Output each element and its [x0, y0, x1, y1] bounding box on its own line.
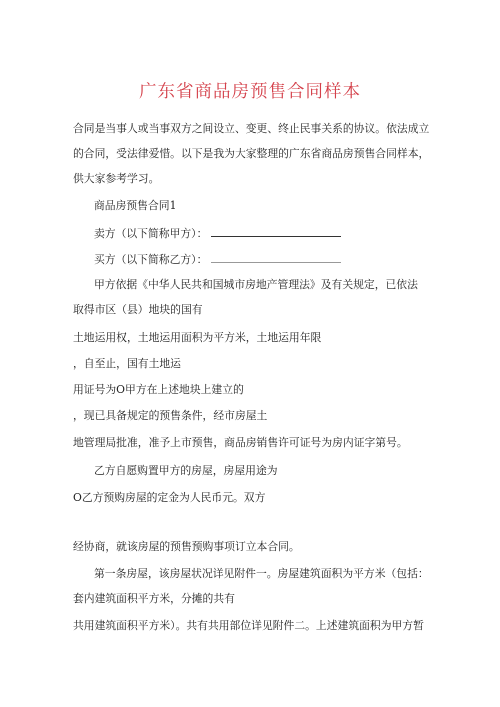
paragraph-line: 套内建筑面积平方米，分摊的共有: [73, 592, 235, 605]
paragraph-line: ，现已具备规定的预售条件，经市房屋土: [73, 409, 268, 422]
paragraph-line: 土地运用权，土地运用面积为平方米，土地运用年限: [73, 331, 322, 344]
paragraph-line: 取得市区（县）地块的国有: [73, 303, 203, 316]
seller-blank: [211, 226, 341, 237]
contract-heading: 商品房预售合同1: [94, 199, 177, 212]
paragraph-line: 合同是当事人或当事双方之间设立、变更、终止民事关系的协议。依法成立: [73, 122, 430, 135]
paragraph-line: ，自至止，国有土地运: [73, 357, 181, 370]
paragraph-line: 乙方自愿购置甲方的房屋，房屋用途为: [94, 464, 278, 477]
paragraph-line: O乙方预购房屋的定金为人民币元。双方: [73, 491, 266, 504]
paragraph-line: 地管理局批准，准予上市预售，商品房销售许可证号为房内证字第号。: [73, 436, 408, 449]
seller-line: [94, 226, 341, 241]
document-title: 广东省商品房预售合同样本: [139, 82, 361, 102]
buyer-label: 买方（以下简称乙方）：: [94, 253, 208, 266]
paragraph-line: 供大家参考学习。: [73, 172, 160, 185]
seller-label: 卖方（以下简称甲方）：: [94, 227, 208, 240]
paragraph-line: 的合同，受法律爱惜。以下是我为大家整理的广东省商品房预售合同样本，: [73, 147, 430, 160]
buyer-line: [94, 252, 341, 267]
paragraph-line: 用证号为O甲方在上述地块上建立的: [73, 383, 244, 396]
buyer-blank: [211, 252, 341, 263]
paragraph-line: 甲方依据《中华人民共和国城市房地产管理法》及有关规定，已依法: [94, 278, 418, 291]
paragraph-line: 共用建筑面积平方米）。共有共用部位详见附件二。上述建筑面积为甲方暂: [73, 619, 424, 632]
paragraph-line: 经协商，就该房屋的预售预购事项订立本合同。: [73, 540, 300, 553]
paragraph-line: 第一条房屋，该房屋状况详见附件一。房屋建筑面积为平方米（包括：: [94, 567, 429, 580]
